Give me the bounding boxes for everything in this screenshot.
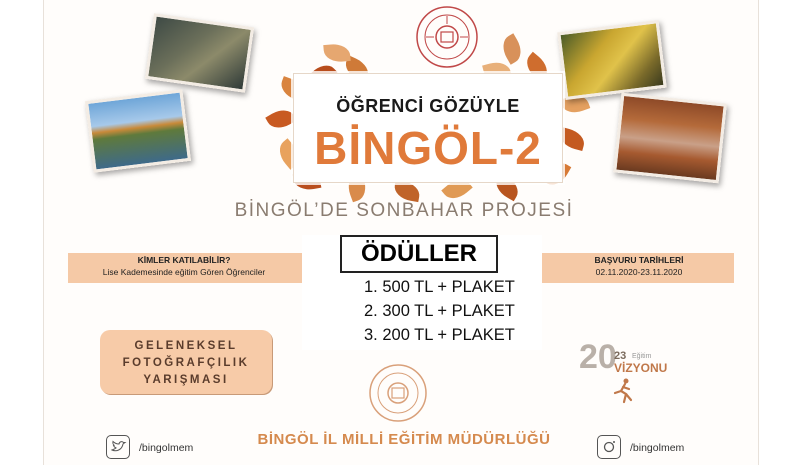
contest-line-2: FOTOĞRAFÇILIK <box>122 357 250 369</box>
title-main: BİNGÖL-2 <box>314 122 542 174</box>
twitter-handle[interactable]: /bingolmem <box>139 442 194 454</box>
ministry-seal-icon <box>367 362 429 424</box>
vision-prefix: 20 <box>579 338 617 376</box>
photo-lake <box>85 89 191 172</box>
eligibility-text: Lise Kademesinde eğitim Gören Öğrenciler <box>102 267 266 277</box>
vision-word: VİZYONU <box>614 361 668 375</box>
contest-line-3: YARIŞMASI <box>143 374 229 386</box>
contest-ribbon <box>100 330 272 394</box>
ministry-seal-icon <box>414 4 480 70</box>
contest-line-1: GELENEKSEL <box>134 340 238 352</box>
twitter-icon[interactable] <box>106 435 130 459</box>
photo-river-rocks <box>145 13 254 92</box>
photo-forest-path <box>557 20 667 100</box>
photo-autumn-trees <box>613 93 727 184</box>
award-item: 3. 200 TL + PLAKET <box>364 326 515 344</box>
title-box <box>293 73 563 183</box>
instagram-handle[interactable]: /bingolmem <box>630 442 685 454</box>
awards-title: ÖDÜLLER <box>340 235 498 273</box>
dates-title: BAŞVURU TARİHLERİ <box>594 255 684 265</box>
poster <box>43 0 759 465</box>
dates-text: 02.11.2020-23.11.2020 <box>595 267 683 277</box>
vision-small: Eğitim <box>632 353 652 360</box>
title-line-1: ÖĞRENCİ GÖZÜYLE <box>336 96 520 116</box>
project-subtitle: BİNGÖL’DE SONBAHAR PROJESİ <box>234 200 574 221</box>
institution-name: BİNGÖL İL MİLLİ EĞİTİM MÜDÜRLÜĞÜ <box>257 431 551 448</box>
eligibility-block <box>79 254 289 278</box>
eligibility-title: KİMLER KATILABİLİR? <box>137 255 231 265</box>
instagram-icon[interactable] <box>597 435 621 459</box>
award-item: 1. 500 TL + PLAKET <box>364 278 515 296</box>
runner-icon <box>612 378 634 404</box>
dates-block <box>569 254 709 278</box>
awards-panel <box>302 235 542 350</box>
award-item: 2. 300 TL + PLAKET <box>364 302 515 320</box>
vision-year: 23 <box>614 350 627 362</box>
